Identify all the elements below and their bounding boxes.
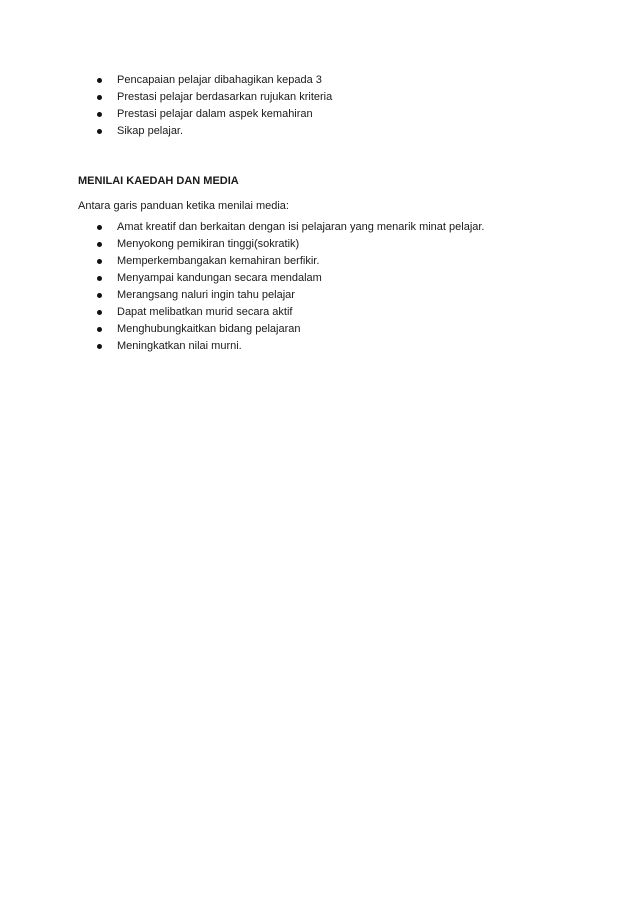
list-item-text: Menyokong pemikiran tinggi(sokratik) [117, 238, 300, 250]
bullet-icon [97, 310, 102, 315]
list-item [96, 321, 485, 338]
list-item-text: Prestasi pelajar berdasarkan rujukan kriteria [117, 91, 333, 103]
section-heading: MENILAI KAEDAH DAN MEDIA [78, 175, 239, 187]
bullet-icon [97, 242, 102, 247]
list-item-text: Menghubungkaitkan bidang pelajaran [117, 323, 301, 335]
list-item [96, 89, 332, 106]
bullet-icon [97, 95, 102, 100]
list-item [96, 270, 485, 287]
list-item [96, 236, 485, 253]
list-item-text: Dapat melibatkan murid secara aktif [117, 306, 293, 318]
list-item-text: Memperkembangakan kemahiran berfikir. [117, 255, 320, 267]
bullet-icon [97, 327, 102, 332]
list-item [96, 106, 332, 123]
list-item-text: Meningkatkan nilai murni. [117, 340, 242, 352]
list-item-text: Prestasi pelajar dalam aspek kemahiran [117, 108, 313, 120]
bullet-icon [97, 344, 102, 349]
bullet-icon [97, 129, 102, 134]
bullet-icon [97, 293, 102, 298]
section-intro: Antara garis panduan ketika menilai media: [78, 200, 289, 212]
list-item-text: Sikap pelajar. [117, 125, 184, 137]
list-item [96, 219, 485, 236]
bullet-icon [97, 112, 102, 117]
bullet-icon [97, 225, 102, 230]
list-item [96, 287, 485, 304]
bullet-icon [97, 78, 102, 83]
bullet-list-achievement [96, 72, 332, 140]
list-item [96, 123, 332, 140]
bullet-list-guidelines [96, 219, 485, 355]
list-item [96, 304, 485, 321]
list-item-text: Menyampai kandungan secara mendalam [117, 272, 322, 284]
list-item [96, 338, 485, 355]
list-item-text: Pencapaian pelajar dibahagikan kepada 3 [117, 74, 322, 86]
bullet-icon [97, 259, 102, 264]
list-item-text: Amat kreatif dan berkaitan dengan isi pelajaran yang menarik minat pelajar. [117, 221, 485, 233]
list-item [96, 253, 485, 270]
bullet-icon [97, 276, 102, 281]
list-item-text: Merangsang naluri ingin tahu pelajar [117, 289, 295, 301]
list-item [96, 72, 332, 89]
